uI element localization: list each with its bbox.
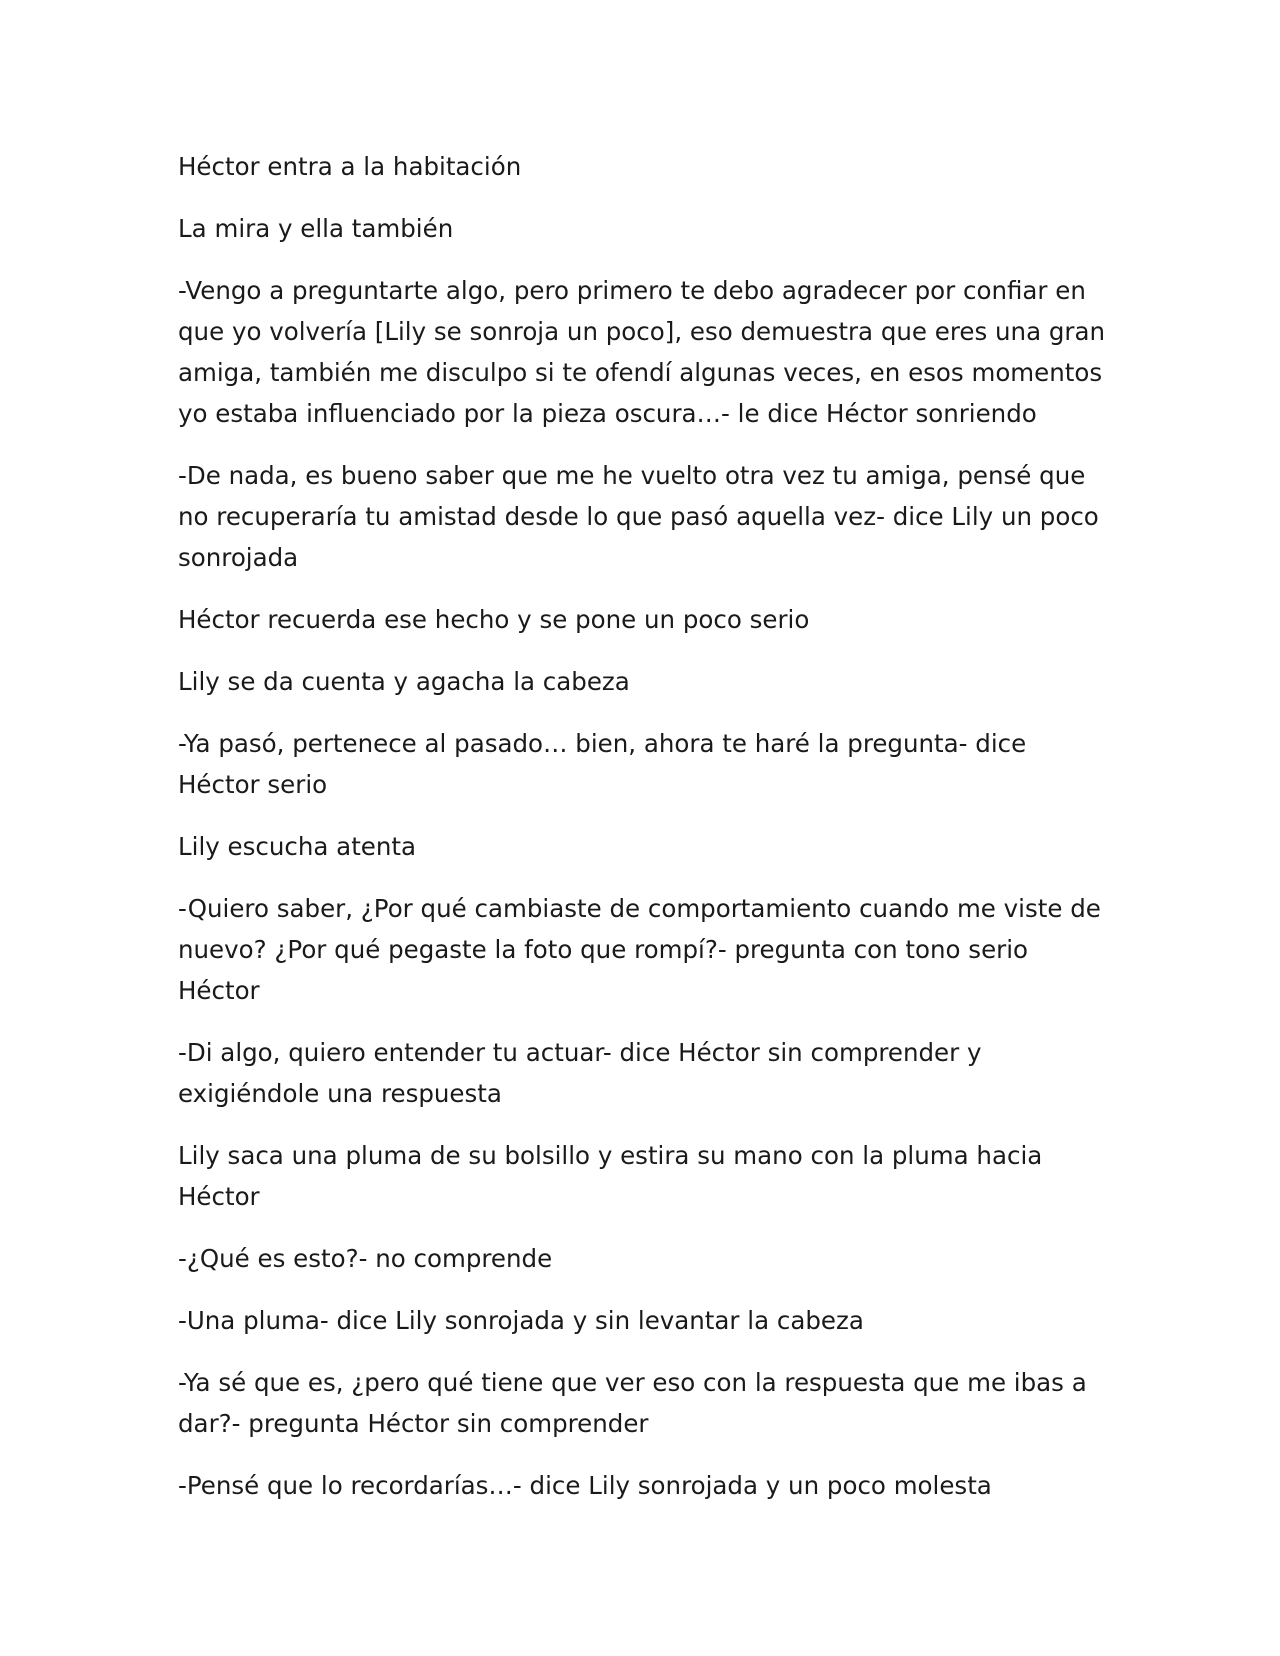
- document-body: [178, 146, 1108, 1527]
- paragraph: La mira y ella también: [178, 214, 454, 243]
- paragraph: -Ya pasó, pertenece al pasado… bien, ahora te haré la pregunta- dice Héctor serio: [178, 729, 1027, 799]
- paragraph: Héctor recuerda ese hecho y se pone un poco serio: [178, 605, 810, 634]
- paragraph: -De nada, es bueno saber que me he vuelto otra vez tu amiga, pensé que no recuperaría tu amistad desde lo que pasó aquella vez- dice Lily un poco sonrojada: [178, 461, 1099, 572]
- paragraph: Lily se da cuenta y agacha la cabeza: [178, 667, 630, 696]
- paragraph: -Di algo, quiero entender tu actuar- dice Héctor sin comprender y exigiéndole una respuesta: [178, 1038, 982, 1108]
- paragraph: -Pensé que lo recordarías…- dice Lily sonrojada y un poco molesta: [178, 1471, 992, 1500]
- paragraph: -Quiero saber, ¿Por qué cambiaste de comportamiento cuando me viste de nuevo? ¿Por qué pegaste la foto que rompí?- pregunta con tono serio Héctor: [178, 894, 1101, 1005]
- paragraph: -Una pluma- dice Lily sonrojada y sin levantar la cabeza: [178, 1306, 864, 1335]
- paragraph: -Vengo a preguntarte algo, pero primero te debo agradecer por confiar en que yo volvería [Lily se sonroja un poco], eso demuestra que eres una gran amiga, también me disculpo si te ofendí algunas veces, en esos momentos yo estaba influenciado por la pieza oscura…- le dice Héctor sonriendo: [178, 276, 1106, 428]
- paragraph: -¿Qué es esto?- no comprende: [178, 1244, 553, 1273]
- paragraph: Lily saca una pluma de su bolsillo y estira su mano con la pluma hacia Héctor: [178, 1141, 1043, 1211]
- paragraph: Lily escucha atenta: [178, 832, 417, 861]
- paragraph: -Ya sé que es, ¿pero qué tiene que ver eso con la respuesta que me ibas a dar?- pregunta Héctor sin comprender: [178, 1368, 1087, 1438]
- paragraph: Héctor entra a la habitación: [178, 152, 522, 181]
